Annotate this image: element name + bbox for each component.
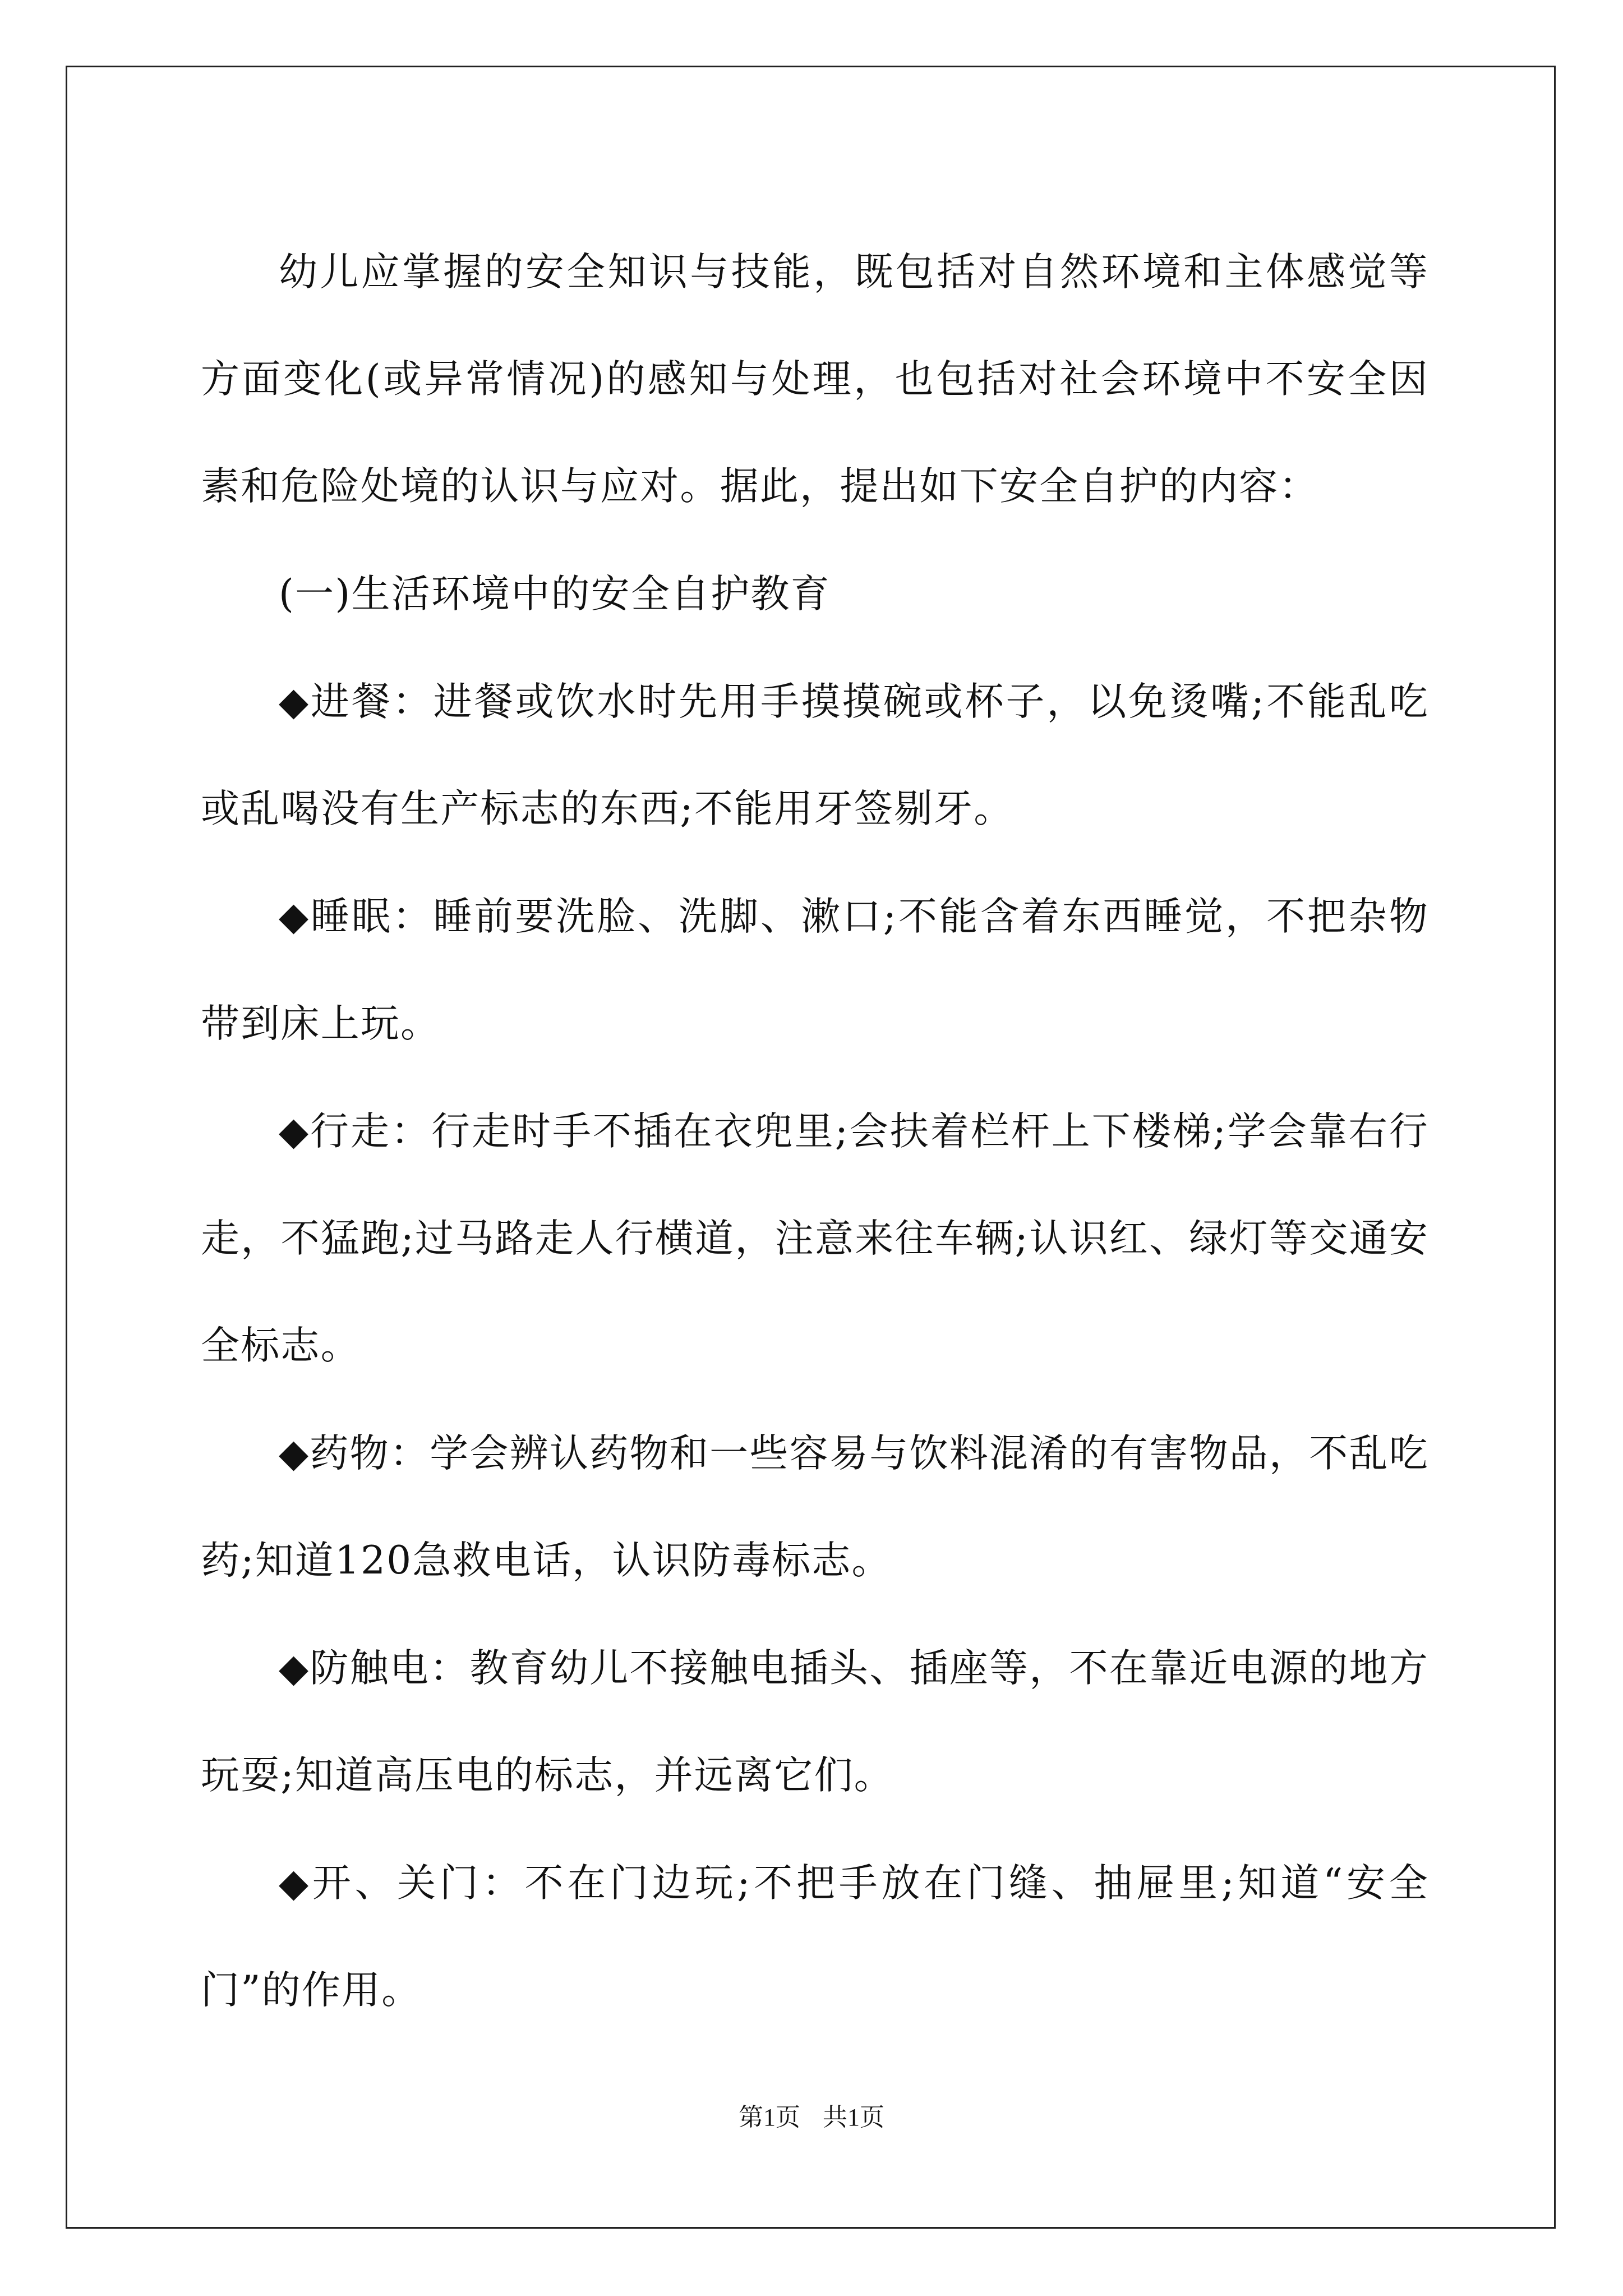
page-footer [0, 2101, 1623, 2134]
paragraph-electric: ◆防触电：教育幼儿不接触电插头、插座等，不在靠近电源的地方玩耍;知道高压电的标志，并远离它们。 [201, 1646, 1429, 1798]
paragraph-sleep: ◆睡眠：睡前要洗脸、洗脚、漱口;不能含着东西睡觉，不把杂物带到床上玩。 [201, 894, 1429, 1046]
section-heading: (一)生活环境中的安全自护教育 [279, 572, 831, 616]
paragraph-dining: ◆进餐：进餐或饮水时先用手摸摸碗或杯子，以免烫嘴;不能乱吃或乱喝没有生产标志的东西;不能用牙签剔牙。 [201, 679, 1429, 831]
paragraph-medicine: ◆药物：学会辨认药物和一些容易与饮料混淆的有害物品，不乱吃药;知道120急救电话，认识防毒标志。 [201, 1431, 1429, 1583]
page-number: 第1页 [739, 2104, 800, 2131]
paragraph-walking: ◆行走：行走时手不插在衣兜里;会扶着栏杆上下楼梯;学会靠右行走，不猛跑;过马路走人行横道，注意来往车辆;认识红、绿灯等交通安全标志。 [201, 1109, 1429, 1368]
paragraph-intro: 幼儿应掌握的安全知识与技能，既包括对自然环境和主体感觉等方面变化(或异常情况)的感知与处理，也包括对社会环境中不安全因素和危险处境的认识与应对。据此，提出如下安全自护的内容： [201, 250, 1429, 509]
document-body [201, 219, 1429, 2045]
paragraph-doors: ◆开、关门：不在门边玩;不把手放在门缝、抽屉里;知道“安全门”的作用。 [201, 1861, 1429, 2013]
page-total: 共1页 [823, 2104, 884, 2131]
